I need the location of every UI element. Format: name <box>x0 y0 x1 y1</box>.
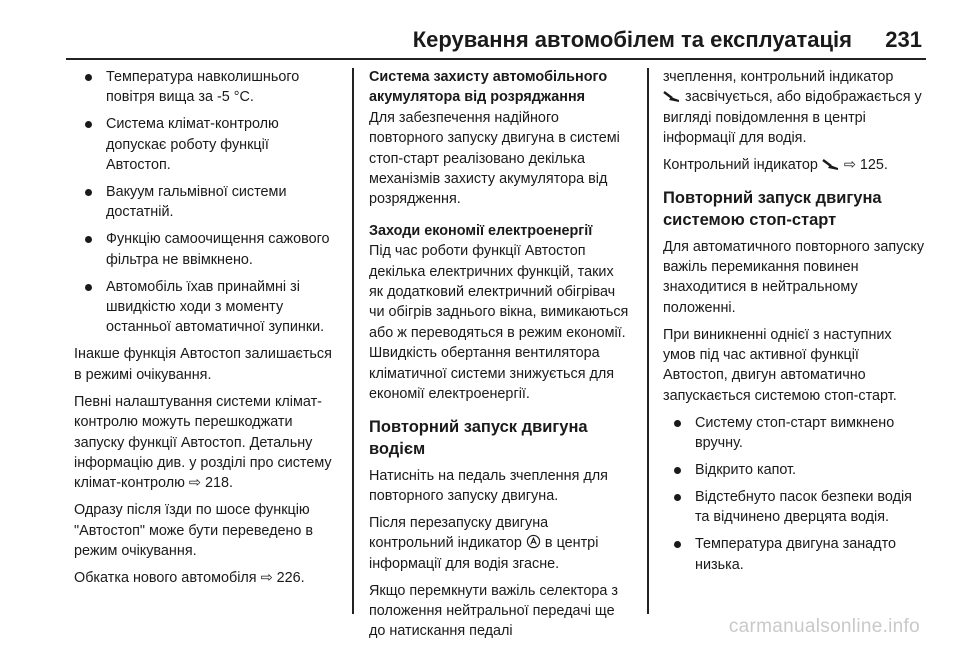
list-item: Вакуум гальмівної системи достатній. <box>74 182 336 223</box>
section-heading: Заходи економії електроенергії <box>369 222 593 239</box>
bullet-icon <box>674 494 681 501</box>
page-ref-icon: ⇨ <box>260 569 273 586</box>
list-item: Система клімат-контролю допускає роботу функції Автостоп. <box>74 114 336 175</box>
bullet-icon <box>674 541 681 548</box>
paragraph: Інакше функція Автостоп залишається в режимі очікування. <box>74 346 332 383</box>
page-ref-icon: ⇨ <box>188 475 201 492</box>
paragraph: Певні налаштування системи клімат-контролю можуть перешкоджати запуску функції Автостоп. Детальну інформацію див. у розділі про систему клімат-контролю ⇨ 218. <box>74 393 332 492</box>
paragraph: Контрольний індикатор ⇨ 125. <box>663 157 888 174</box>
section-heading: Повторний запуск двигуна водієм <box>369 417 588 458</box>
page-ref[interactable]: 218. <box>204 475 233 492</box>
section-heading: Система захисту автомобільного акумулятора від розряджання <box>369 69 608 106</box>
column-divider-2 <box>647 68 649 614</box>
page-ref-icon: ⇨ <box>843 157 856 174</box>
paragraph: Для забезпечення надійного повторного запуску двигуна в системі стоп-старт реалізовано декілька механізмів захисту акумулятора від розрядження. <box>369 109 620 208</box>
page-title: Керування автомобілем та експлуатація <box>412 27 852 52</box>
bullet-icon <box>85 121 92 128</box>
list-item: Температура навколишнього повітря вища за -5 °C. <box>74 67 336 108</box>
header-rule <box>66 58 926 60</box>
clutch-indicator-icon <box>663 89 681 103</box>
paragraph: Після перезапуску двигуна контрольний індикатор в центрі інформації для водія згасне. <box>369 514 599 572</box>
bullet-icon <box>674 467 681 474</box>
paragraph: Натисніть на педаль зчеплення для повторного запуску двигуна. <box>369 467 608 504</box>
list-item: Систему стоп-старт вимкнено вручну. <box>663 413 925 454</box>
page-number: 231 <box>885 27 922 52</box>
bullet-icon <box>674 420 681 427</box>
paragraph: Одразу після їзди по шосе функцію "Автостоп" може бути переведено в режим очікування. <box>74 502 314 560</box>
bullet-icon <box>85 284 92 291</box>
paragraph: Якщо перемкнути важіль селектора з положення нейтральної передачі ще до натискання педалі <box>369 582 618 640</box>
paragraph: При виникненні однієї з наступних умов під час активної функції Автостоп, двигун автоматично запускається системою стоп-старт. <box>663 326 897 404</box>
column-1 <box>74 67 336 595</box>
list-item: Функцію самоочищення сажового фільтра не ввімкнено. <box>74 229 336 270</box>
watermark: carmanualsonline.info <box>728 616 920 637</box>
bullet-icon <box>85 189 92 196</box>
bullet-icon <box>85 74 92 81</box>
paragraph: Для автоматичного повторного запуску важіль перемикання повинен знаходитися в нейтральному положенні. <box>663 238 925 316</box>
list-item: Температура двигуна занадто низька. <box>663 534 925 575</box>
autostop-indicator-icon <box>526 534 541 549</box>
column-divider-1 <box>352 68 354 614</box>
column-2 <box>369 67 631 648</box>
page-ref[interactable]: 226. <box>276 569 305 586</box>
bullet-icon <box>85 236 92 243</box>
page-ref[interactable]: 125. <box>859 157 888 174</box>
list-item: Відстебнуто пасок безпеки водія та відчинено дверцята водія. <box>663 487 925 528</box>
list-item: Автомобіль їхав принаймні зі швидкістю ходи з моменту останньої автоматичної зупинки. <box>74 277 336 338</box>
paragraph: Обкатка нового автомобіля ⇨ 226. <box>74 569 305 586</box>
page-header <box>0 0 960 60</box>
list-item: Відкрито капот. <box>663 460 925 480</box>
clutch-indicator-icon <box>822 157 840 171</box>
paragraph: зчеплення, контрольний індикатор засвічується, або відображається у вигляді повідомлення в центрі інформації для водія. <box>663 69 922 147</box>
section-heading: Повторний запуск двигуна системою стоп-старт <box>663 188 882 229</box>
paragraph: Під час роботи функції Автостоп декілька електричних функцій, таких як додатковий електричний обігрівач чи обігрів заднього вікна, вимикаються або ж переводяться в режим економії. Швидкість обертання вентилятора кліматичної системи знижується для економії електроенергії. <box>369 243 629 403</box>
column-3 <box>663 67 925 582</box>
